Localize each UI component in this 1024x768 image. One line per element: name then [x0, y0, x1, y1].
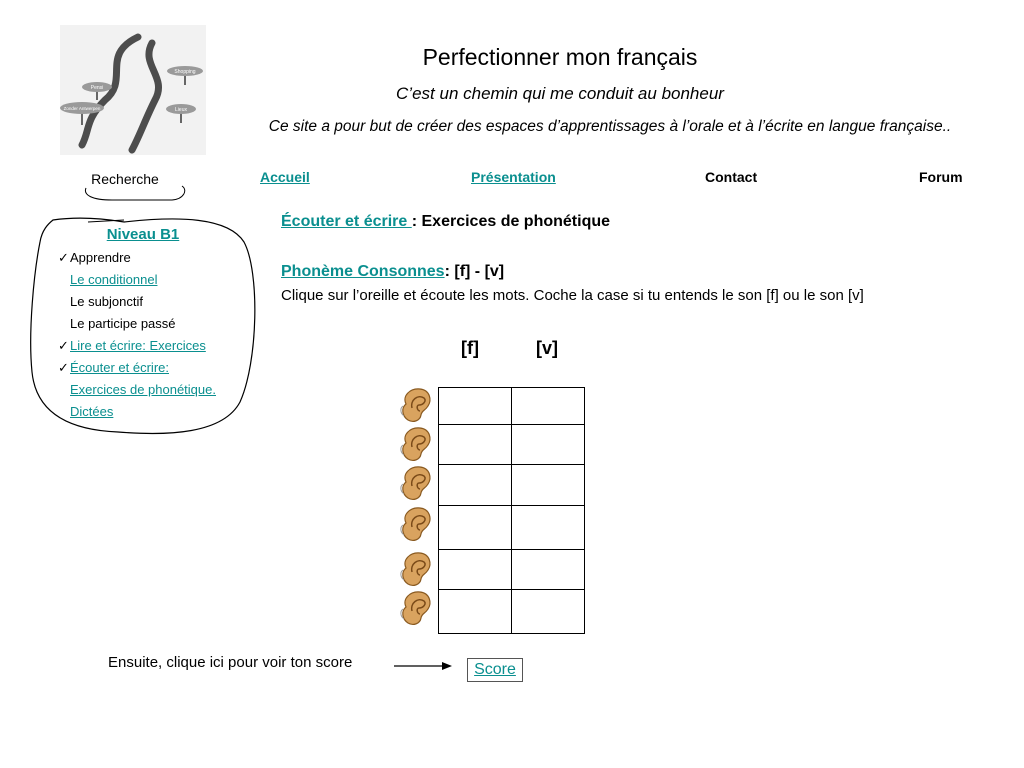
- nav-accueil[interactable]: Accueil: [260, 169, 310, 185]
- ear-icon[interactable]: [398, 589, 434, 627]
- ear-icon[interactable]: [398, 550, 434, 588]
- ear-icon[interactable]: [398, 425, 434, 463]
- sidebar-item-label: Apprendre: [70, 250, 131, 265]
- page-tagline: Ce site a pour but de créer des espaces d’apprentissages à l’orale et à l’écrite en langue française..: [268, 118, 952, 135]
- sidebar-item-participe: [58, 313, 176, 335]
- answer-cell-v[interactable]: [512, 388, 585, 425]
- answer-cell-v[interactable]: [512, 550, 585, 590]
- sidebar-item-label: Le participe passé: [70, 316, 176, 331]
- sidebar-link-ecouter-ecrire[interactable]: Écouter et écrire:: [70, 360, 169, 375]
- exercise-heading-rest: : Exercices de phonétique: [411, 213, 611, 230]
- logo-sign-pensi: Pensi: [90, 85, 104, 91]
- sidebar-heading-link[interactable]: Niveau B1: [106, 226, 180, 243]
- exercise-heading: [281, 213, 610, 231]
- phoneme-sep: :: [444, 263, 455, 280]
- table-row: [439, 425, 585, 465]
- answer-cell-f[interactable]: [439, 388, 512, 425]
- table-row: [439, 550, 585, 590]
- sidebar-item-ecouter-ecrire[interactable]: [58, 357, 169, 379]
- column-header-f: [f]: [461, 338, 479, 358]
- logo-sign-lieux: Lieux: [175, 107, 187, 113]
- sidebar-link-dictees[interactable]: Dictées: [70, 404, 114, 419]
- ear-icon[interactable]: [398, 505, 434, 543]
- answer-cell-f[interactable]: [439, 506, 512, 550]
- sidebar-item-apprendre: [58, 247, 131, 269]
- table-row: [439, 506, 585, 550]
- page-subtitle: C’est un chemin qui me conduit au bonheur: [396, 84, 724, 103]
- table-row: [439, 590, 585, 634]
- check-icon: ✓: [58, 360, 69, 375]
- ear-icon[interactable]: [398, 464, 434, 502]
- answer-cell-v[interactable]: [512, 425, 585, 465]
- sidebar-item-lire-ecrire[interactable]: [58, 335, 206, 357]
- ear-icon[interactable]: [398, 386, 434, 424]
- logo-sign-zonder: Zonder Antwerpen: [63, 106, 101, 111]
- sidebar-item-phonetique[interactable]: [58, 379, 216, 401]
- sidebar-link-conditionnel[interactable]: Le conditionnel: [70, 272, 158, 287]
- score-button[interactable]: Score: [467, 658, 523, 682]
- sidebar-item-dictees[interactable]: [58, 401, 113, 423]
- answer-cell-f[interactable]: [439, 550, 512, 590]
- nav-forum[interactable]: Forum: [919, 169, 963, 185]
- nav-contact[interactable]: Contact: [705, 169, 758, 185]
- logo-sign-shopping: Shopping: [174, 69, 196, 75]
- answer-cell-f[interactable]: [439, 425, 512, 465]
- exercise-link[interactable]: Écouter et écrire: [281, 213, 412, 230]
- answer-cell-f[interactable]: [439, 590, 512, 634]
- nav-presentation[interactable]: Présentation: [471, 169, 556, 185]
- answer-cell-v[interactable]: [512, 506, 585, 550]
- check-icon: ✓: [58, 338, 69, 353]
- column-header-v: [v]: [536, 338, 558, 358]
- table-row: [439, 465, 585, 506]
- page-title: Perfectionner mon français: [422, 44, 698, 70]
- arrow-right-icon: [394, 659, 454, 673]
- check-icon: ✓: [58, 250, 69, 265]
- answer-cell-v[interactable]: [512, 465, 585, 506]
- sidebar-heading[interactable]: [28, 226, 258, 243]
- score-prompt: Ensuite, clique ici pour voir ton score: [108, 654, 353, 671]
- sidebar-item-label: Le subjonctif: [70, 294, 143, 309]
- sidebar-link-lire-ecrire[interactable]: Lire et écrire: Exercices: [70, 338, 206, 353]
- sidebar-item-subjonctif: [58, 291, 143, 313]
- answer-cell-f[interactable]: [439, 465, 512, 506]
- phoneme-pair: [f] - [v]: [454, 263, 505, 280]
- sidebar-link-phonetique[interactable]: Exercices de phonétique.: [70, 382, 216, 397]
- answer-grid: [438, 387, 585, 634]
- site-logo: [60, 25, 206, 155]
- search-label[interactable]: Recherche: [91, 171, 159, 187]
- instruction-text: Clique sur l’oreille et écoute les mots. Coche la case si tu entends le son [f] ou le son [v]: [281, 287, 864, 304]
- answer-cell-v[interactable]: [512, 590, 585, 634]
- sidebar-item-conditionnel[interactable]: [58, 269, 157, 291]
- phoneme-link[interactable]: Phonème Consonnes: [281, 263, 445, 280]
- phoneme-heading: [281, 263, 504, 281]
- table-row: [439, 388, 585, 425]
